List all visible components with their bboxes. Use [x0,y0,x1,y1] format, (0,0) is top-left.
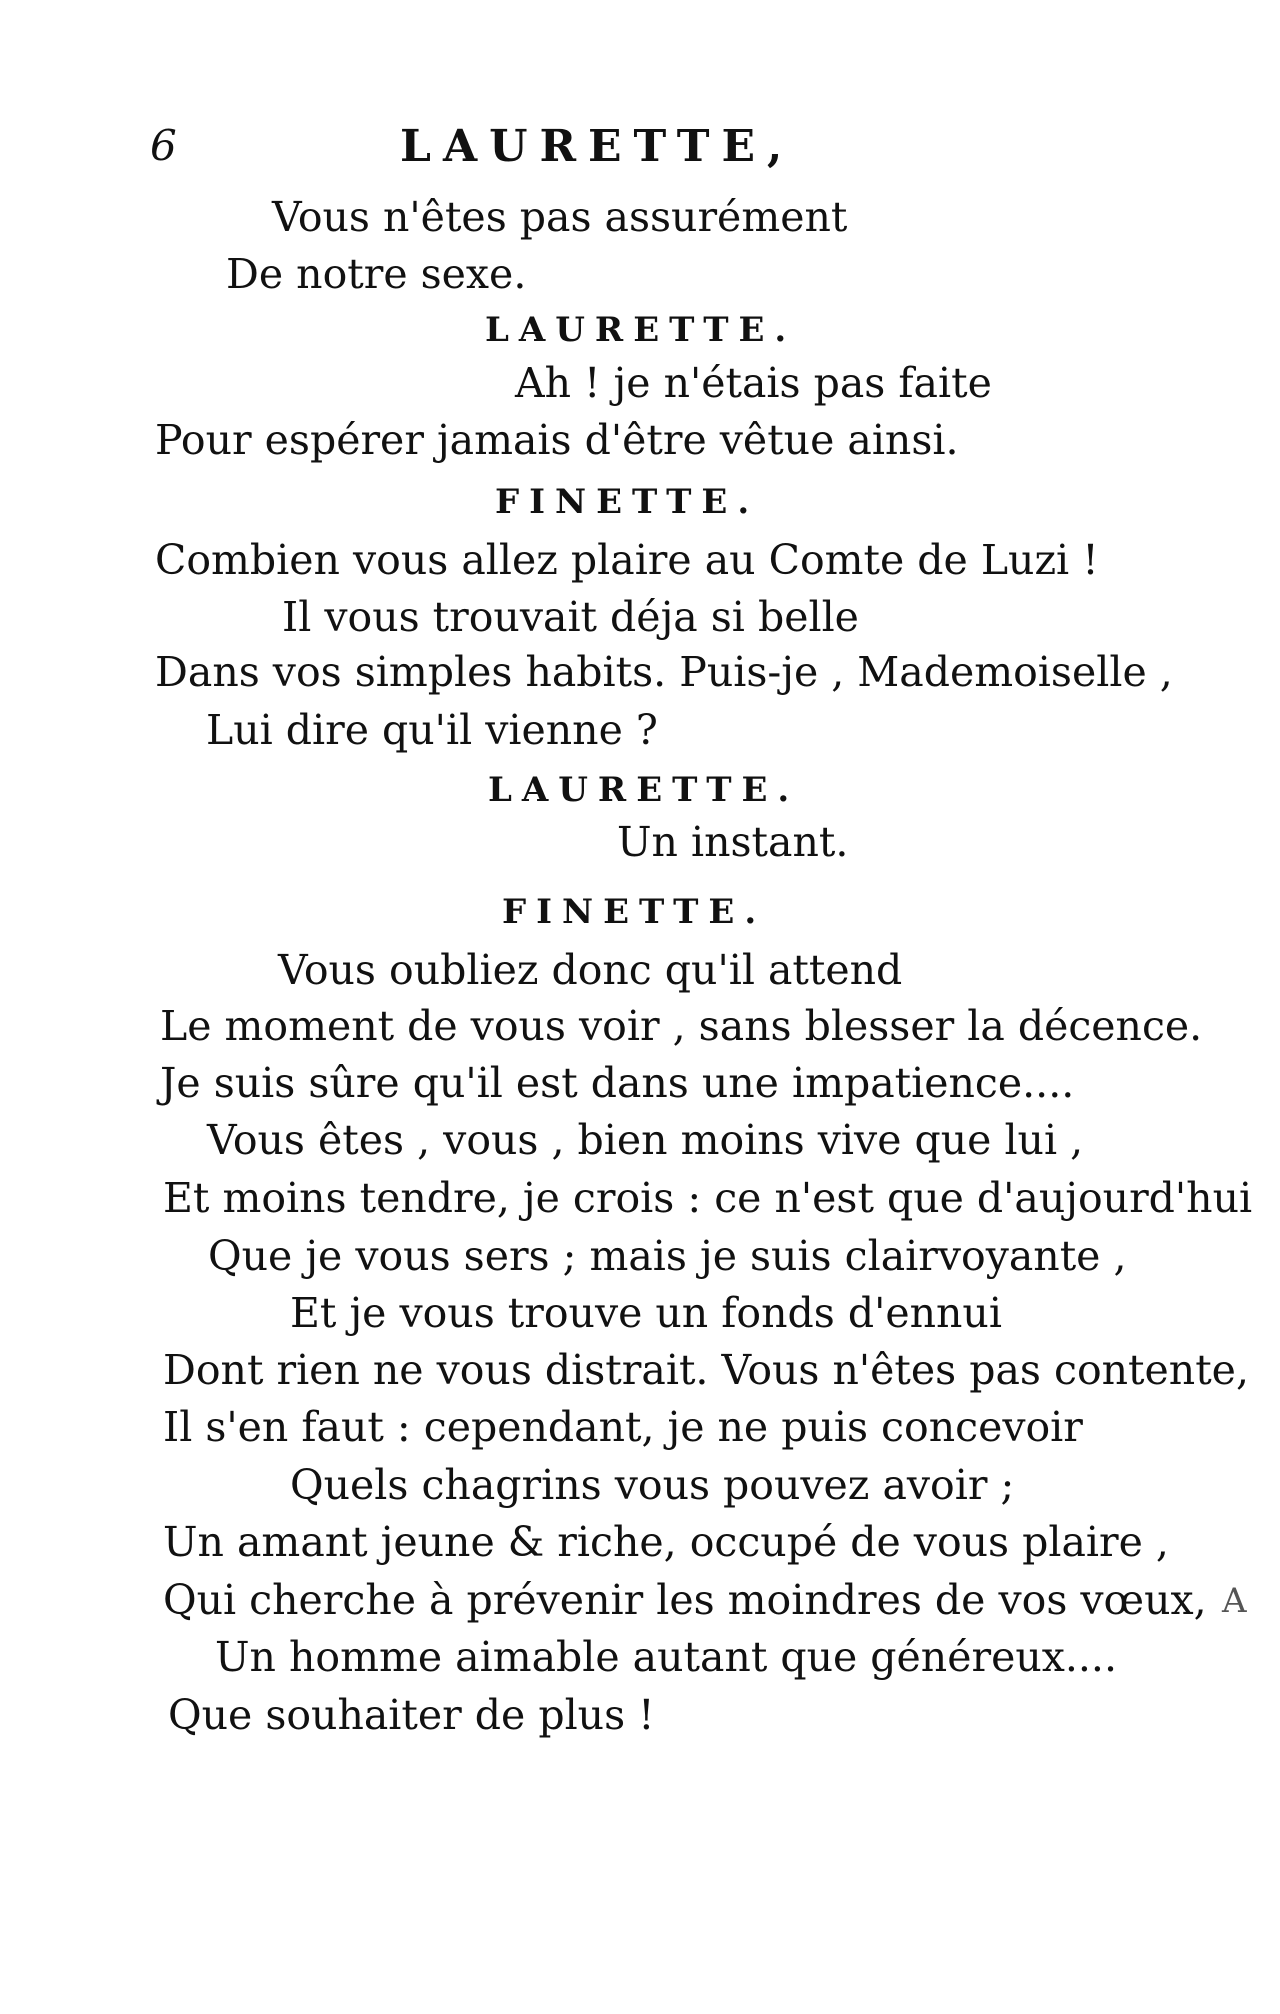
verse-line: Dans vos simples habits. Puis-je , Mademoiselle , [155,648,1173,696]
verse-line: Je suis sûre qu'il est dans une impatience.... [160,1059,1075,1107]
verse-line: Vous n'êtes pas assurément [272,193,848,241]
verse-line: Que je vous sers ; mais je suis clairvoyante , [208,1232,1127,1280]
verse-line: Il vous trouvait déja si belle [282,593,859,641]
speaker-name: LAURETTE. [485,310,797,350]
speaker-name: LAURETTE. [488,770,800,810]
page-number: 6 [150,121,177,170]
verse-line: Que souhaiter de plus ! [168,1691,655,1739]
verse-line: Il s'en faut : cependant, je ne puis concevoir [163,1403,1083,1451]
verse-line: Vous êtes , vous , bien moins vive que lui , [207,1116,1084,1164]
verse-line: Quels chagrins vous pouvez avoir ; [290,1461,1015,1509]
verse-line: Et je vous trouve un fonds d'ennui [290,1289,1002,1337]
verse-line: Ah ! je n'étais pas faite [515,359,992,407]
verse-line: Un instant. [617,818,849,866]
verse-line: Le moment de vous voir , sans blesser la décence. [160,1002,1203,1050]
verse-line: Un amant jeune & riche, occupé de vous plaire , [163,1518,1169,1566]
speaker-name: FINETTE. [502,892,767,932]
verse-line: Vous oubliez donc qu'il attend [278,946,903,994]
verse-line: Pour espérer jamais d'être vêtue ainsi. [155,416,959,464]
verse-line: Lui dire qu'il vienne ? [206,706,658,754]
verse-line: Dont rien ne vous distrait. Vous n'êtes pas contente, [163,1346,1249,1394]
verse-line: Un homme aimable autant que généreux.... [215,1633,1117,1681]
verse-line: De notre sexe. [226,250,527,298]
verse-line: Qui cherche à prévenir les moindres de vos vœux, [163,1576,1207,1624]
verse-line: Combien vous allez plaire au Comte de Luzi ! [155,536,1099,584]
running-title: LAURETTE, [400,121,795,172]
speaker-name: FINETTE. [495,482,760,522]
margin-mark: A [1222,1581,1247,1621]
verse-line: Et moins tendre, je crois : ce n'est que d'aujourd'hui [163,1174,1253,1222]
